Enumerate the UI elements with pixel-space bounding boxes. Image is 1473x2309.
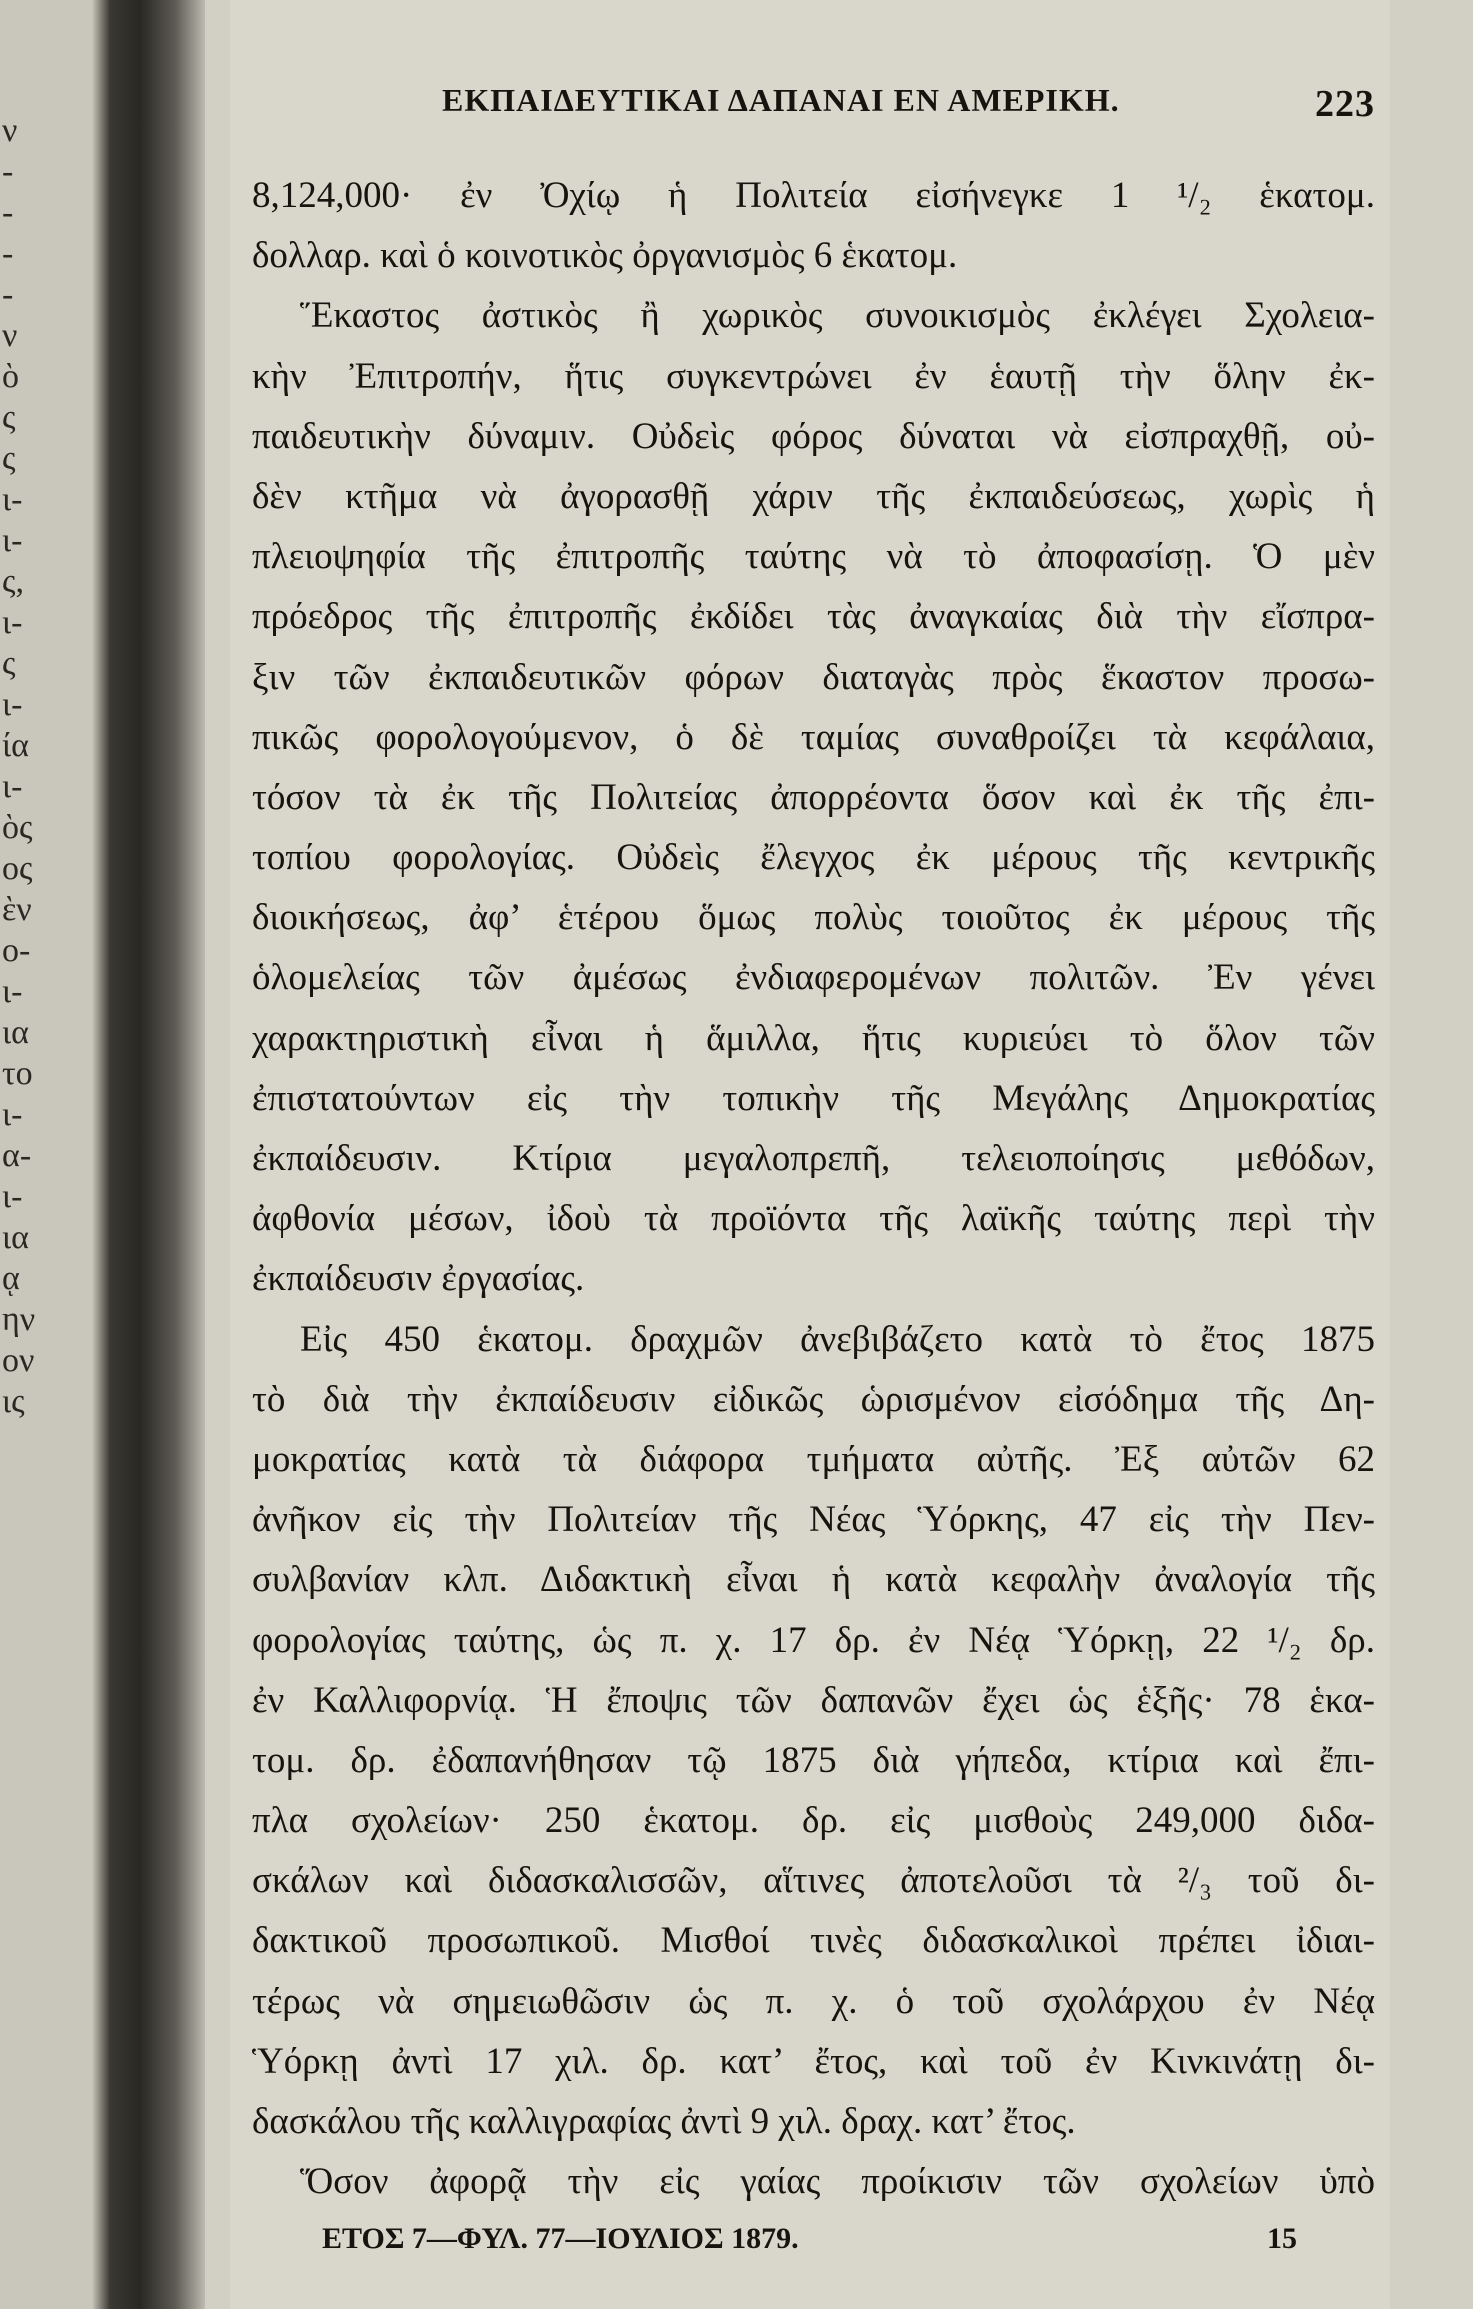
- margin-fragment: ι-: [2, 1178, 23, 1215]
- text-line: τέρως νὰ σημειωθῶσιν ὡς π. χ. ὁ τοῦ σχολάρχου ἐν Νέᾳ: [252, 1980, 1375, 2022]
- text-line: Ὑόρκῃ ἀντὶ 17 χιλ. δρ. κατ’ ἔτος, καὶ τοῦ ἐν Κινκινάτῃ δι-: [252, 2040, 1375, 2082]
- text-line: τόσον τὰ ἐκ τῆς Πολιτείας ἀπορρέοντα ὅσον καὶ ἐκ τῆς ἐπι-: [252, 776, 1375, 818]
- margin-fragment: ι-: [2, 522, 23, 559]
- text-line: χαρακτηριστικὴ εἶναι ἡ ἅμιλλα, ἥτις κυριεύει τὸ ὅλον τῶν: [252, 1017, 1375, 1059]
- text-line: δὲν κτῆμα νὰ ἀγορασθῇ χάριν τῆς ἐκπαιδεύσεως, χωρὶς ἡ: [252, 475, 1375, 517]
- text-line: Ὅσον ἀφορᾷ τὴν εἰς γαίας προίκισιν τῶν σχολείων ὑπὸ: [300, 2161, 1375, 2203]
- text-line: ἐν Καλλιφορνίᾳ. Ἡ ἔποψις τῶν δαπανῶν ἔχει ὡς ἑξῆς· 78 ἑκα-: [252, 1679, 1375, 1721]
- text-line: ἀνῆκον εἰς τὴν Πολιτείαν τῆς Νέας Ὑόρκης, 47 εἰς τὴν Πεν-: [252, 1499, 1375, 1541]
- text-line: τομ. δρ. ἐδαπανήθησαν τῷ 1875 διὰ γήπεδα, κτίρια καὶ ἔπι-: [252, 1739, 1375, 1781]
- margin-fragment: -: [2, 235, 14, 272]
- text-line: τὸ διὰ τὴν ἐκπαίδευσιν εἰδικῶς ὡρισμένον εἰσόδημα τῆς Δη-: [252, 1378, 1375, 1420]
- text-line: παιδευτικὴν δύναμιν. Οὐδεὶς φόρος δύναται νὰ εἰσπραχθῇ, οὐ-: [252, 415, 1375, 457]
- margin-fragment: α-: [2, 1137, 32, 1174]
- text-line: ἐπιστατούντων εἰς τὴν τοπικὴν τῆς Μεγάλης Δημοκρατίας: [252, 1077, 1375, 1119]
- running-head: [210, 82, 1375, 126]
- footer-issue-info: ΕΤΟΣ 7—ΦΥΛ. 77—ΙΟΥΛΙΟΣ 1879.: [322, 2222, 799, 2255]
- margin-fragment: ὲν: [2, 891, 32, 928]
- body-text: [252, 166, 1375, 2212]
- text-line: 8,124,000· ἐν Ὀχίῳ ἡ Πολιτεία εἰσήνεγκε 1 ¹/₂ ἑκατομ.: [252, 175, 1375, 216]
- margin-fragment: ία: [2, 727, 29, 764]
- text-line: κὴν Ἐπιτροπήν, ἥτις συγκεντρώνει ἐν ἑαυτῇ τὴν ὅλην ἐκ-: [252, 355, 1375, 397]
- margin-fragment: ι-: [2, 973, 23, 1010]
- margin-fragment: ια: [2, 1014, 29, 1051]
- margin-fragment: ς: [2, 440, 16, 477]
- text-line: ἐκπαίδευσιν. Κτίρια μεγαλοπρεπῆ, τελειοποίησις μεθόδων,: [252, 1138, 1375, 1179]
- text-line: ξιν τῶν ἐκπαιδευτικῶν φόρων διαταγὰς πρὸς ἕκαστον προσω-: [252, 656, 1375, 698]
- text-line: πικῶς φορολογούμενον, ὁ δὲ ταμίας συναθροίζει τὰ κεφάλαια,: [252, 716, 1375, 758]
- text-line: διοικήσεως, ἀφ’ ἑτέρου ὅμως πολὺς τοιοῦτος ἐκ μέρους τῆς: [252, 897, 1375, 939]
- text-line: πρόεδρος τῆς ἐπιτροπῆς ἐκδίδει τὰς ἀναγκαίας διὰ τὴν εἴσπρα-: [252, 596, 1375, 638]
- margin-fragment: ν: [2, 112, 18, 149]
- page-number: 223: [1315, 83, 1375, 125]
- margin-fragment: ια: [2, 1219, 29, 1256]
- text-line: συλβανίαν κλπ. Διδακτικὴ εἶναι ἡ κατὰ κεφαλὴν ἀναλογία τῆς: [252, 1559, 1375, 1601]
- text-line: δασκάλου τῆς καλλιγραφίας ἀντὶ 9 χιλ. δραχ. κατ’ ἔτος.: [252, 2101, 1076, 2142]
- margin-fragment: ον: [2, 1342, 35, 1379]
- margin-fragment: ι-: [2, 481, 23, 518]
- running-head-title: ΕΚΠΑΙΔΕΥΤΙΚΑΙ ΔΑΠΑΝΑΙ ΕΝ ΑΜΕΡΙΚΗ.: [442, 82, 1120, 118]
- margin-fragment: ος: [2, 850, 33, 887]
- text-line: δακτικοῦ προσωπικοῦ. Μισθοί τινὲς διδασκαλικοὶ πρέπει ἰδιαι-: [252, 1920, 1375, 1962]
- margin-fragment: -: [2, 276, 14, 313]
- margin-fragment: ν: [2, 317, 18, 354]
- margin-fragment: ι-: [2, 1096, 23, 1133]
- margin-fragment: ᾳ: [2, 1260, 20, 1297]
- margin-fragment: ὸ: [2, 358, 19, 395]
- margin-fragment: ι-: [2, 768, 23, 805]
- text-line: πλα σχολείων· 250 ἑκατομ. δρ. εἰς μισθοὺς 249,000 διδα-: [252, 1800, 1375, 1842]
- margin-fragment: -: [2, 194, 14, 231]
- margin-fragment: ς: [2, 645, 16, 682]
- margin-fragment: ις: [2, 1383, 25, 1420]
- margin-fragment: ι-: [2, 686, 23, 723]
- margin-fragment: ς: [2, 399, 16, 436]
- text-line: ὁλομελείας τῶν ἀμέσως ἐνδιαφερομένων πολιτῶν. Ἐν γένει: [252, 957, 1375, 999]
- margin-fragment: ς,: [2, 563, 24, 600]
- margin-fragment: ὸς: [2, 809, 33, 846]
- margin-fragment: ι-: [2, 604, 23, 641]
- text-line: δολλαρ. καὶ ὁ κοινοτικὸς ὀργανισμὸς 6 ἑκατομ.: [252, 235, 958, 277]
- text-line: Εἰς 450 ἑκατομ. δραχμῶν ἀνεβιβάζετο κατὰ τὸ ἔτος 1875: [300, 1318, 1375, 1360]
- footer-signature-number: 15: [1267, 2222, 1297, 2255]
- margin-fragment: -: [2, 153, 14, 190]
- text-line: τοπίου φορολογίας. Οὐδεὶς ἔλεγχος ἐκ μέρους τῆς κεντρικῆς: [252, 837, 1375, 879]
- text-line: φορολογίας ταύτης, ὡς π. χ. 17 δρ. ἐν Νέᾳ Ὑόρκῃ, 22 ¹/₂ δρ.: [252, 1619, 1375, 1661]
- text-line: μοκρατίας κατὰ τὰ διάφορα τμήματα αὐτῆς. Ἐξ αὐτῶν 62: [252, 1438, 1375, 1480]
- text-line: Ἕκαστος ἀστικὸς ἢ χωρικὸς συνοικισμὸς ἐκλέγει Σχολεια-: [300, 295, 1375, 337]
- margin-fragment: ην: [2, 1301, 36, 1338]
- text-line: πλειοψηφία τῆς ἐπιτροπῆς ταύτης νὰ τὸ ἀποφασίσῃ. Ὁ μὲν: [252, 536, 1375, 578]
- page-footer: [322, 2222, 1297, 2256]
- margin-fragment: ο-: [2, 932, 31, 969]
- text-line: ἐκπαίδευσιν ἐργασίας.: [252, 1258, 585, 1300]
- text-line: σκάλων καὶ διδασκαλισσῶν, αἵτινες ἀποτελοῦσι τὰ ²/₃ τοῦ δι-: [252, 1860, 1375, 1902]
- margin-fragment: το: [2, 1055, 33, 1092]
- previous-page-margin: [0, 0, 40, 2309]
- text-line: ἀφθονία μέσων, ἰδοὺ τὰ προϊόντα τῆς λαϊκῆς ταύτης περὶ τὴν: [252, 1198, 1375, 1240]
